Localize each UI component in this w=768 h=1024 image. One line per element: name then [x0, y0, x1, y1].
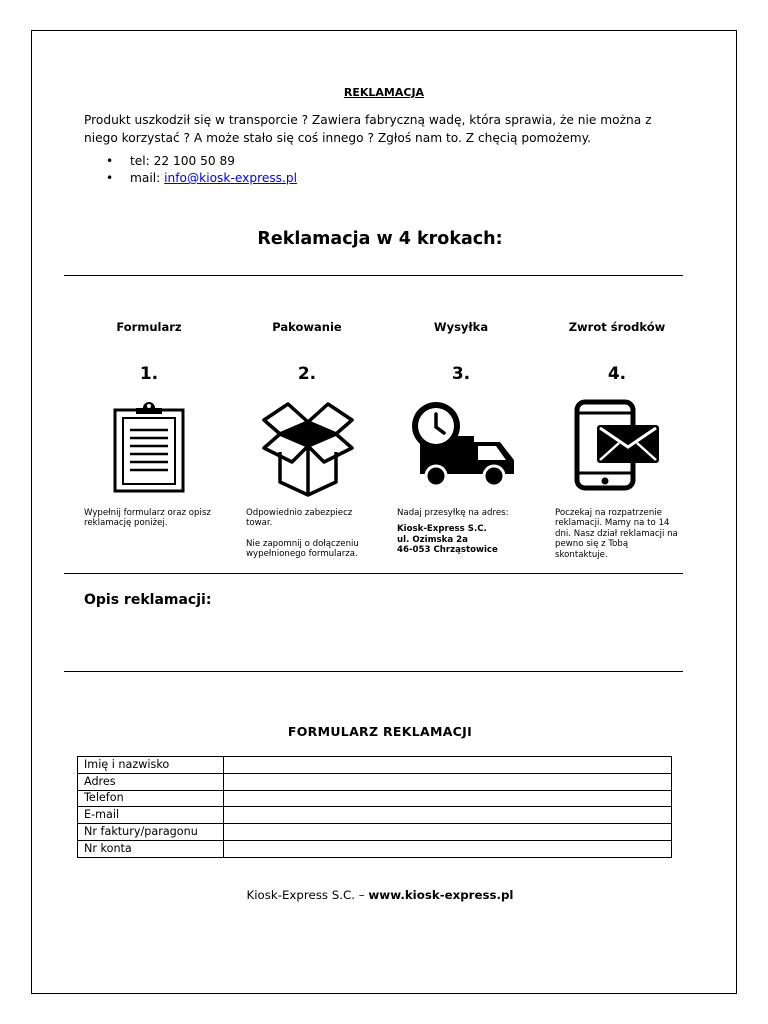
contact-list: [84, 153, 297, 187]
form-label: Telefon: [78, 790, 224, 807]
form-title: FORMULARZ REKLAMACJI: [287, 724, 473, 739]
step-number-2: 2.: [297, 364, 317, 384]
form-field-email[interactable]: [224, 807, 672, 824]
form-row: [78, 840, 672, 857]
step-number-3: 3.: [451, 364, 471, 384]
footer: [0, 888, 760, 902]
complaint-form-table: [77, 756, 672, 858]
contact-phone: [84, 153, 297, 170]
divider-top: [64, 275, 683, 276]
page-title: REKLAMACJA: [343, 86, 425, 99]
step-desc-2-text: Odpowiednio zabezpiecz towar.: [246, 508, 353, 529]
box-icon: [260, 398, 356, 498]
footer-website[interactable]: www.kiosk-express.pl: [368, 888, 514, 902]
opis-label: Opis reklamacji:: [84, 592, 212, 608]
form-label: Nr konta: [78, 840, 224, 857]
step-desc-4-text: Poczekaj na rozpatrzenie reklamacji. Mamy na to 14 dni. Nasz dział reklamacji na pewno się z Tobą skontaktuje.: [555, 508, 678, 560]
step-title-1: Formularz: [116, 320, 182, 334]
contact-mail: [84, 170, 297, 187]
form-field-account[interactable]: [224, 840, 672, 857]
form-label: E-mail: [78, 807, 224, 824]
form-field-invoice[interactable]: [224, 824, 672, 841]
step-desc-2: [246, 508, 376, 570]
step-desc-3: [397, 508, 547, 556]
address-city: 46-053 Chrząstowice: [397, 545, 498, 556]
step-desc-4: [555, 508, 680, 570]
step-number-4: 4.: [607, 364, 627, 384]
divider-bottom: [64, 671, 683, 672]
step-title-4: Zwrot środków: [568, 320, 666, 334]
steps-heading: Reklamacja w 4 krokach:: [257, 229, 503, 249]
address-street: ul. Ozimska 2a: [397, 534, 468, 545]
form-row: [78, 790, 672, 807]
step-desc-2-note: Nie zapomnij o dołączeniu wypełnionego formularza.: [246, 538, 359, 560]
form-label: Imię i nazwisko: [78, 757, 224, 774]
step-desc-3-text: Nadaj przesyłkę na adres:: [397, 508, 509, 518]
form-label: Adres: [78, 773, 224, 790]
form-field-address[interactable]: [224, 773, 672, 790]
intro-text: Produkt uszkodził się w transporcie ? Zawiera fabryczną wadę, która sprawia, że nie można z niego korzystać ? A może stało się coś innego ? Zgłoś nam to. Z chęcią pomożemy.: [84, 113, 652, 145]
step-desc-1: [84, 508, 234, 539]
footer-company: Kiosk-Express S.C. –: [246, 888, 369, 902]
step-title-2: Pakowanie: [272, 320, 342, 334]
form-row: [78, 773, 672, 790]
mail-prefix: mail:: [130, 171, 165, 185]
step-title-3: Wysyłka: [433, 320, 489, 334]
step-number-1: 1.: [139, 364, 159, 384]
form-field-phone[interactable]: [224, 790, 672, 807]
form-row: [78, 757, 672, 774]
opis-text-area[interactable]: [84, 614, 680, 666]
form-field-name[interactable]: [224, 757, 672, 774]
form-row: [78, 824, 672, 841]
step-desc-1-text: Wypełnij formularz oraz opisz reklamację poniżej.: [84, 508, 211, 529]
mail-link[interactable]: info@kiosk-express.pl: [164, 171, 298, 185]
form-label: Nr faktury/paragonu: [78, 824, 224, 841]
clipboard-icon: [112, 400, 186, 494]
delivery-truck-icon: [410, 402, 518, 486]
divider-middle: [64, 573, 683, 574]
form-row: [78, 807, 672, 824]
phone-message-icon: [574, 399, 662, 491]
address-company: Kiosk-Express S.C.: [397, 524, 487, 535]
phone-text: tel: 22 100 50 89: [130, 154, 236, 168]
